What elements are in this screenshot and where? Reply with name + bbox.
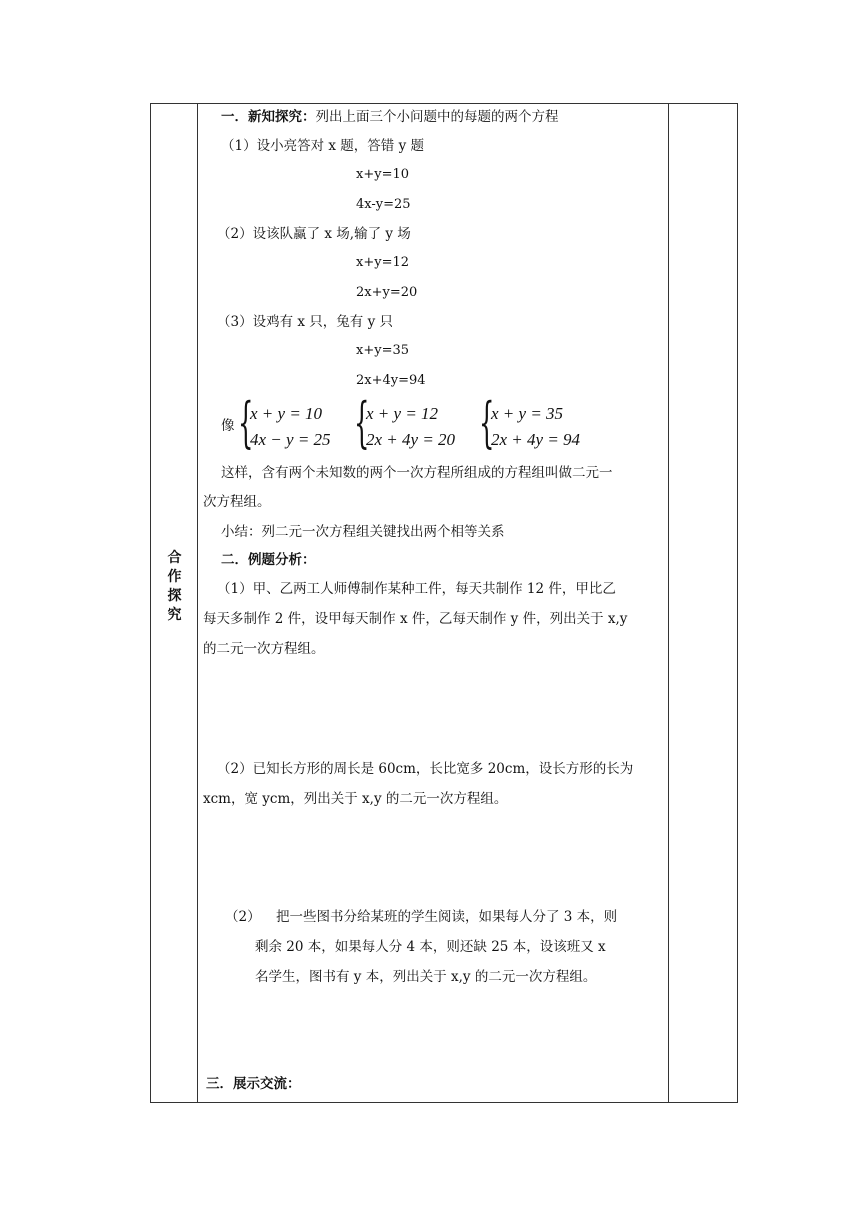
system1-eq1: x + y = 10 [250, 404, 323, 423]
side-char: 究 [167, 607, 182, 623]
system3-eq2: 2x + 4y = 94 [491, 430, 581, 449]
section1-header [221, 107, 559, 127]
left-brace-icon: { [238, 391, 254, 454]
q2-eq2: 2x+y=20 [356, 285, 418, 300]
example1-line-3: 的二元一次方程组。 [203, 641, 325, 657]
q3-eq1: x+y=35 [356, 343, 410, 358]
example1-line-1: （1）甲、乙两工人师傅制作某种工件，每天共制作 12 件，甲比乙 [217, 581, 616, 597]
q1-eq2: 4x-y=25 [356, 197, 411, 212]
example2-line-2: xcm，宽 ycm，列出关于 x,y 的二元一次方程组。 [203, 791, 508, 807]
example3-line-2: 剩余 20 本，如果每人分 4 本，则还缺 25 本，设该班又 x [255, 939, 606, 955]
column-divider-right [668, 104, 669, 1102]
like-label: 像 [221, 418, 235, 434]
definition-line-2: 次方程组。 [203, 494, 271, 510]
left-brace-icon: { [479, 391, 495, 454]
definition-line-1: 这样，含有两个未知数的两个一次方程所组成的方程组叫做二元一 [221, 465, 613, 481]
q3-prompt: （3）设鸡有 x 只，兔有 y 只 [217, 314, 393, 330]
section1-intro: 列出上面三个小问题中的每题的两个方程 [315, 109, 559, 125]
q3-eq2: 2x+4y=94 [356, 373, 426, 388]
q1-eq1: x+y=10 [356, 167, 410, 182]
side-char: 探 [167, 588, 182, 604]
q2-eq1: x+y=12 [356, 255, 410, 270]
example3-line-3: 名学生，图书有 y 本，列出关于 x,y 的二元一次方程组。 [255, 969, 597, 985]
section1-heading: 一．新知探究： [221, 109, 316, 125]
system3-eq1: x + y = 35 [491, 404, 564, 423]
section3-heading: 三．展示交流： [206, 1076, 301, 1092]
section2-heading: 二．例题分析： [221, 552, 316, 568]
system2-eq2: 2x + 4y = 20 [366, 430, 456, 449]
q2-prompt: （2）设该队赢了 x 场,输了 y 场 [217, 226, 411, 242]
example3-line-1: 把一些图书分给某班的学生阅读，如果每人分了 3 本，则 [276, 909, 618, 925]
left-brace-icon: { [354, 391, 370, 454]
example2-line-1: （2）已知长方形的周长是 60cm，长比宽多 20cm，设长方形的长为 [217, 761, 634, 777]
side-char: 合 [167, 550, 182, 566]
side-char: 作 [167, 569, 182, 585]
q1-prompt: （1）设小亮答对 x 题，答错 y 题 [221, 138, 424, 154]
side-label-cooperative-inquiry [151, 549, 198, 625]
example3-number: （2） [225, 909, 261, 925]
system2-eq1: x + y = 12 [366, 404, 439, 423]
summary: 小结：列二元一次方程组关键找出两个相等关系 [221, 524, 505, 540]
example1-line-2: 每天多制作 2 件，设甲每天制作 x 件，乙每天制作 y 件，列出关于 x,y [203, 611, 628, 627]
lesson-table [150, 103, 738, 1103]
system1-eq2: 4x − y = 25 [250, 430, 331, 449]
